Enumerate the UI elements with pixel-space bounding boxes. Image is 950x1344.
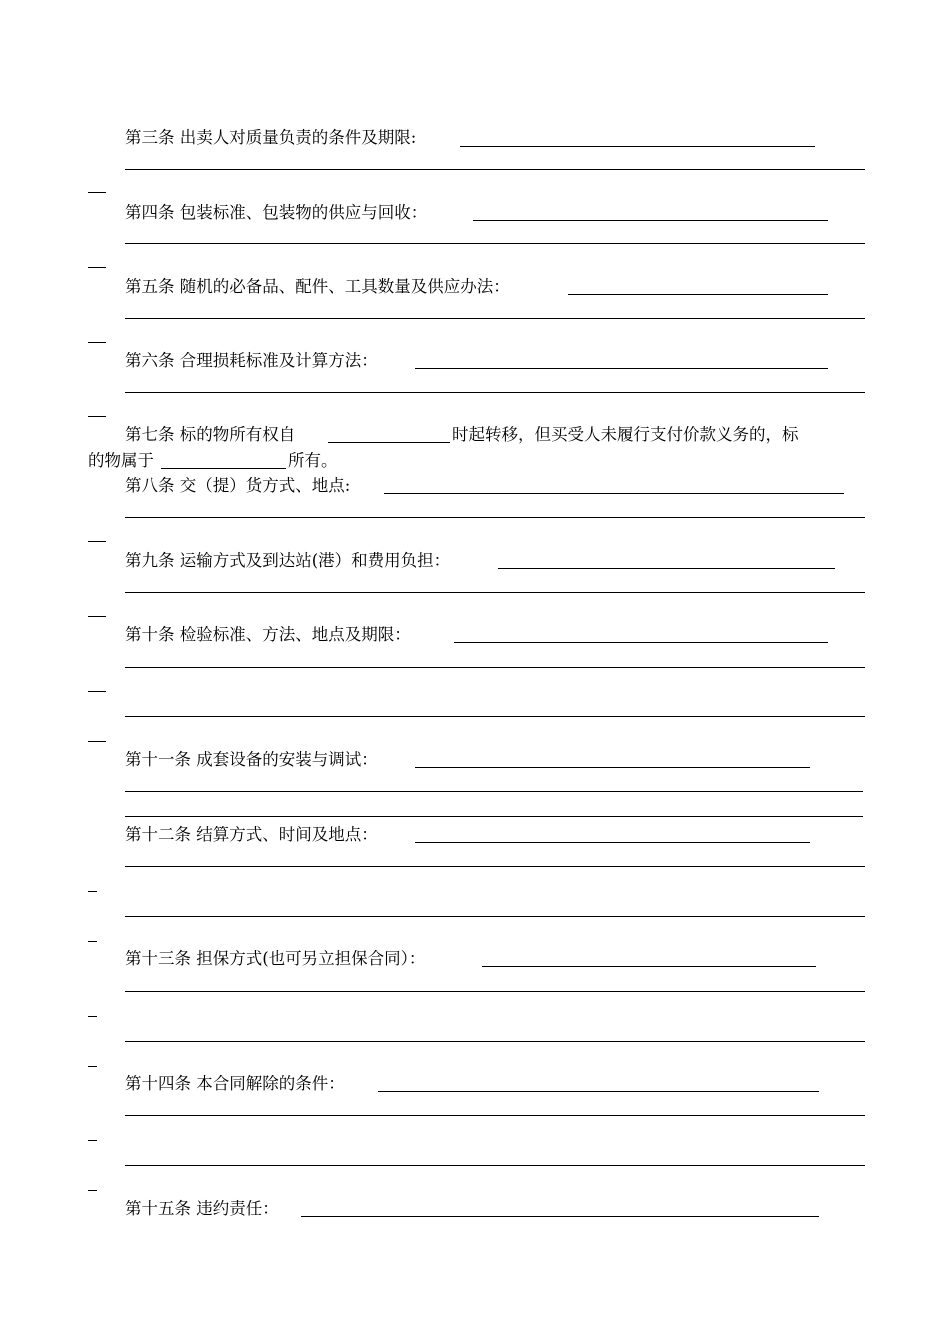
clause-3-dash (88, 192, 106, 193)
clause-13-fill-line-1[interactable] (125, 991, 865, 992)
clause-7-text-b: 时起转移，但买受人未履行支付价款义务的，标 (452, 425, 799, 444)
clause-4-dash (88, 267, 106, 268)
clause-14-fill-line-2[interactable] (125, 1165, 865, 1166)
clause-13-fill-line-2[interactable] (125, 1041, 865, 1042)
clause-5-dash (88, 342, 106, 343)
clause-3-inline-blank[interactable] (460, 146, 815, 147)
clause-13-inline-blank[interactable] (482, 966, 816, 967)
clause-8-dash (88, 541, 106, 542)
clause-15-inline-blank[interactable] (301, 1216, 819, 1217)
clause-10-dash-1 (88, 691, 106, 692)
clause-4-label: 第四条 包装标准、包装物的供应与回收： (125, 203, 428, 222)
clause-7-time-blank[interactable] (328, 442, 450, 443)
clause-10-fill-line-2[interactable] (125, 716, 865, 717)
clause-10-fill-line-1[interactable] (125, 667, 865, 668)
clause-7-text-d: 所有。 (288, 451, 338, 470)
clause-14-dash-2 (88, 1190, 97, 1191)
clause-10-label: 第十条 检验标准、方法、地点及期限： (125, 625, 411, 644)
clause-13-dash-1 (88, 1016, 97, 1017)
clause-7-text-c: 的物属于 (88, 451, 154, 470)
clause-12-dash-1 (88, 891, 97, 892)
clause-5-label: 第五条 随机的必备品、配件、工具数量及供应办法： (125, 277, 510, 296)
clause-10-inline-blank[interactable] (454, 642, 828, 643)
clause-6-fill-line[interactable] (125, 392, 865, 393)
clause-14-label: 第十四条 本合同解除的条件： (125, 1074, 345, 1093)
clause-14-inline-blank[interactable] (378, 1091, 819, 1092)
clause-10-dash-2 (88, 741, 106, 742)
clause-12-fill-line-2[interactable] (125, 916, 865, 917)
clause-6-label: 第六条 合理损耗标准及计算方法： (125, 351, 378, 370)
clause-9-label: 第九条 运输方式及到达站(港）和费用负担： (125, 551, 451, 570)
clause-4-fill-line[interactable] (125, 243, 865, 244)
clause-11-fill-line-2[interactable] (125, 816, 863, 817)
clause-5-inline-blank[interactable] (568, 294, 828, 295)
clause-11-fill-line-1[interactable] (125, 791, 863, 792)
clause-14-dash-1 (88, 1140, 97, 1141)
clause-11-label: 第十一条 成套设备的安装与调试： (125, 750, 378, 769)
clause-5-fill-line[interactable] (125, 318, 865, 319)
clause-8-label: 第八条 交（提）货方式、地点: (125, 476, 351, 495)
clause-11-inline-blank[interactable] (415, 767, 810, 768)
clause-9-inline-blank[interactable] (498, 568, 835, 569)
clause-7-owner-blank[interactable] (161, 468, 286, 469)
clause-13-label: 第十三条 担保方式(也可另立担保合同）： (125, 949, 426, 968)
clause-7-text-a: 第七条 标的物所有权自 (125, 425, 296, 444)
clause-3-label: 第三条 出卖人对质量负责的条件及期限: (125, 128, 417, 147)
clause-12-label: 第十二条 结算方式、时间及地点： (125, 825, 378, 844)
clause-15-label: 第十五条 违约责任： (125, 1199, 279, 1218)
clause-3-fill-line[interactable] (125, 169, 865, 170)
clause-8-fill-line[interactable] (125, 517, 865, 518)
clause-9-fill-line[interactable] (125, 592, 865, 593)
clause-9-dash (88, 616, 106, 617)
clause-4-inline-blank[interactable] (473, 220, 828, 221)
clause-12-fill-line-1[interactable] (125, 866, 865, 867)
clause-6-dash (88, 416, 106, 417)
clause-12-inline-blank[interactable] (415, 842, 810, 843)
clause-14-fill-line-1[interactable] (125, 1115, 865, 1116)
clause-8-inline-blank[interactable] (384, 493, 844, 494)
clause-6-inline-blank[interactable] (415, 368, 828, 369)
clause-13-dash-2 (88, 1066, 97, 1067)
clause-12-dash-2 (88, 941, 97, 942)
